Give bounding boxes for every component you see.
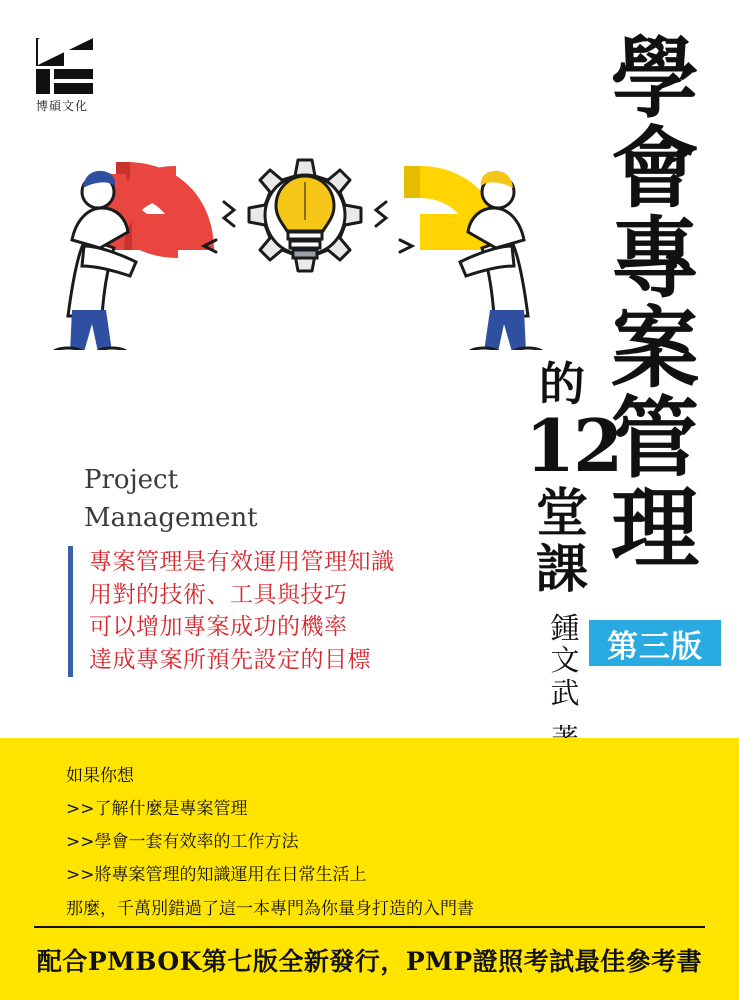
band-list xyxy=(66,760,474,926)
cover-illustration xyxy=(28,120,568,350)
author-char-3: 武 xyxy=(550,675,580,710)
author-char-2: 文 xyxy=(550,643,580,678)
edition-badge: 第三版 xyxy=(589,620,721,666)
band-line-2: >>了解什麼是專案管理 xyxy=(66,799,248,820)
drpress-logo-icon xyxy=(36,38,98,94)
blurb-block xyxy=(68,546,395,677)
blurb-line-3: 可以增加專案成功的機率 xyxy=(89,614,348,641)
blurb-line-1: 專案管理是有效運用管理知識 xyxy=(89,549,395,575)
publisher-name: 博碩文化 xyxy=(36,99,89,113)
page-title xyxy=(589,26,721,580)
english-subtitle xyxy=(84,462,258,537)
publisher-logo xyxy=(36,38,110,116)
band-line-1: 如果你想 xyxy=(66,766,134,786)
band-line-5: 那麼，千萬別錯過了這一本專門為你量身打造的入門書 xyxy=(66,898,474,919)
band-line-3: >>學會一套有效率的工作方法 xyxy=(66,832,299,853)
blurb-line-2: 用對的技術、工具與技巧 xyxy=(89,581,348,608)
title-char-6: 理 xyxy=(610,476,699,580)
title-char-4: 案 xyxy=(610,296,699,400)
band-line-4: >>將專案管理的知識運用在日常生活上 xyxy=(66,865,367,886)
blurb-line-4: 達成專案所預先設定的目標 xyxy=(89,646,371,673)
title-char-5: 管 xyxy=(610,386,699,490)
subtitle-char-ke: 課 xyxy=(535,539,588,601)
title-char-1: 學 xyxy=(610,26,699,130)
author-name xyxy=(543,612,587,756)
subtitle-char-de: 的 xyxy=(539,357,585,411)
band-footer-text: 配合PMBOK第七版全新發行，PMP證照考試最佳參考書 xyxy=(36,947,703,976)
english-subtitle-line-1: Project xyxy=(84,465,179,495)
english-subtitle-line-2: Management xyxy=(84,502,258,533)
yellow-band xyxy=(0,738,739,1000)
subtitle-number: 12 xyxy=(525,403,622,489)
subtitle-char-tang: 堂 xyxy=(535,483,588,545)
author-char-1: 鍾 xyxy=(550,611,580,645)
title-char-3: 專 xyxy=(610,206,699,310)
title-char-2: 會 xyxy=(610,116,699,220)
subtitle-vertical xyxy=(525,357,622,601)
band-divider xyxy=(34,926,705,928)
